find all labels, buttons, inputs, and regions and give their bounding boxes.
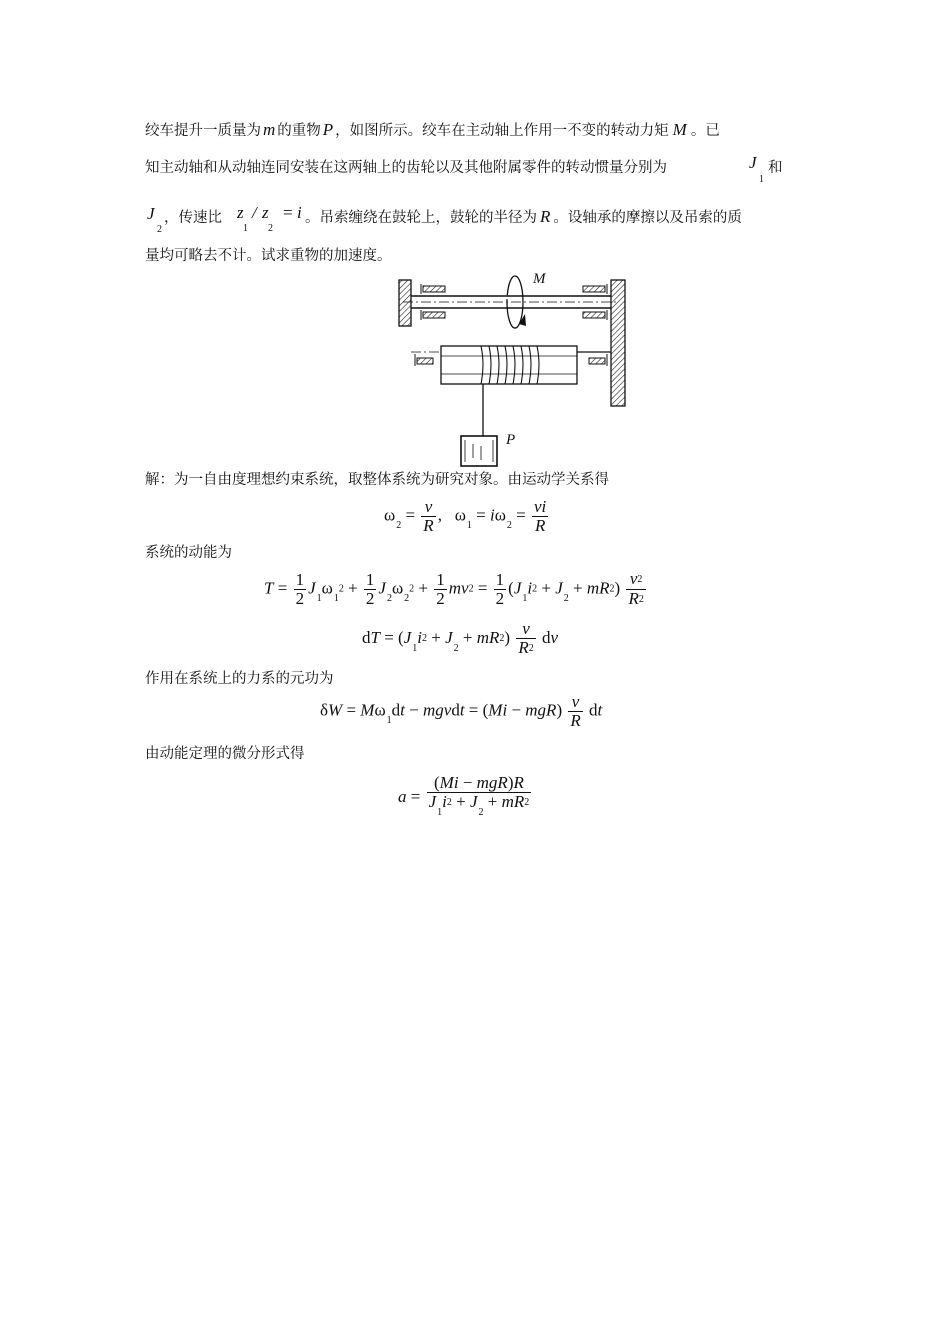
winch-drum — [441, 346, 577, 384]
symbol-J1: J — [749, 153, 757, 172]
text: 绞车提升一质量为 — [145, 123, 261, 139]
symbol-equals: = — [283, 203, 293, 222]
symbol-z2-subscript: 2 — [268, 223, 273, 234]
bearing-lower-left — [415, 354, 433, 366]
driving-gear-left — [399, 280, 411, 326]
text: 。已 — [690, 123, 720, 139]
text: 的重物 — [277, 123, 321, 139]
symbol-i: i — [297, 203, 302, 222]
problem-line-2 — [145, 156, 667, 177]
work-label: 作用在系统上的力系的元功为 — [145, 671, 334, 687]
symbol-P: P — [322, 120, 334, 139]
label-torque-M: M — [533, 271, 546, 287]
equation-kinetic-energy: T = $\frac{1}{2}$ $J_1\omega_1^2$ + $\frac{1}{2}$ $J_2\omega_2^2$ + $\frac{1}{2}$ $mv^2$ = $\frac{1}{2}$ $(J_1i^2 + J_2 + mR^2)$ $\frac{v^2}{R^2}$ — [264, 569, 644, 608]
text-and: 和 — [768, 160, 783, 176]
torque-arrow-head — [519, 314, 526, 326]
equation-acceleration: a = $\frac{\text{(Mi − mgR)R}}{J_1i^2 + J_2 + mR^2}$ — [398, 773, 530, 818]
symbol-M: M — [672, 120, 687, 139]
symbol-J2-subscript: 2 — [157, 224, 162, 235]
symbol-J2: J — [147, 204, 155, 223]
text-cable — [305, 206, 742, 227]
symbol-J1-subscript: 1 — [759, 174, 764, 185]
equation-dT: dT = $(J_1i^2 + J_2 + mR^2)$ $\frac{v}{R^2}$ dv — [362, 619, 559, 657]
symbol-z1: z — [237, 203, 244, 222]
text: 。设轴承的摩擦以及吊索的质 — [553, 210, 742, 226]
equation-work: $\delta W = M\omega_1dt$ − mgvdt = (Mi − mgR) $\frac{v}{R}$ dt — [320, 692, 603, 730]
symbol-R: R — [540, 207, 551, 226]
theorem-label: 由动能定理的微分形式得 — [145, 746, 305, 762]
text: 。吊索缠绕在鼓轮上，鼓轮的半径为 — [305, 210, 537, 226]
symbol-m: m — [263, 120, 276, 139]
text: 知主动轴和从动轴连同安装在这两轴上的齿轮以及其他附属零件的转动惯量分别为 — [145, 160, 667, 176]
label-weight-P: P — [506, 432, 516, 448]
solution-intro: 解：为一自由度理想约束系统，取整体系统为研究对象。由运动学关系得 — [145, 472, 609, 488]
equation-omega: $\omega_2$ = $\frac{v}{R}$ , $\omega_1 = i\omega_2$ = $\frac{vi}{R}$ — [384, 497, 547, 535]
text-ratio: ，传速比 — [164, 210, 222, 226]
symbol-z1-subscript: 1 — [243, 223, 248, 234]
text: ，如图所示。绞车在主动轴上作用一不变的转动力矩 — [335, 123, 669, 139]
driven-gear-right — [611, 280, 625, 406]
symbol-z2: z — [262, 203, 269, 222]
problem-line-4: 量均可略去不计。试求重物的加速度。 — [145, 248, 392, 264]
bearing-lower-right — [589, 354, 607, 366]
kinetic-energy-label: 系统的动能为 — [145, 545, 232, 561]
symbol-slash: / — [252, 203, 257, 222]
weight-box — [461, 436, 497, 466]
problem-line-1 — [145, 119, 720, 140]
